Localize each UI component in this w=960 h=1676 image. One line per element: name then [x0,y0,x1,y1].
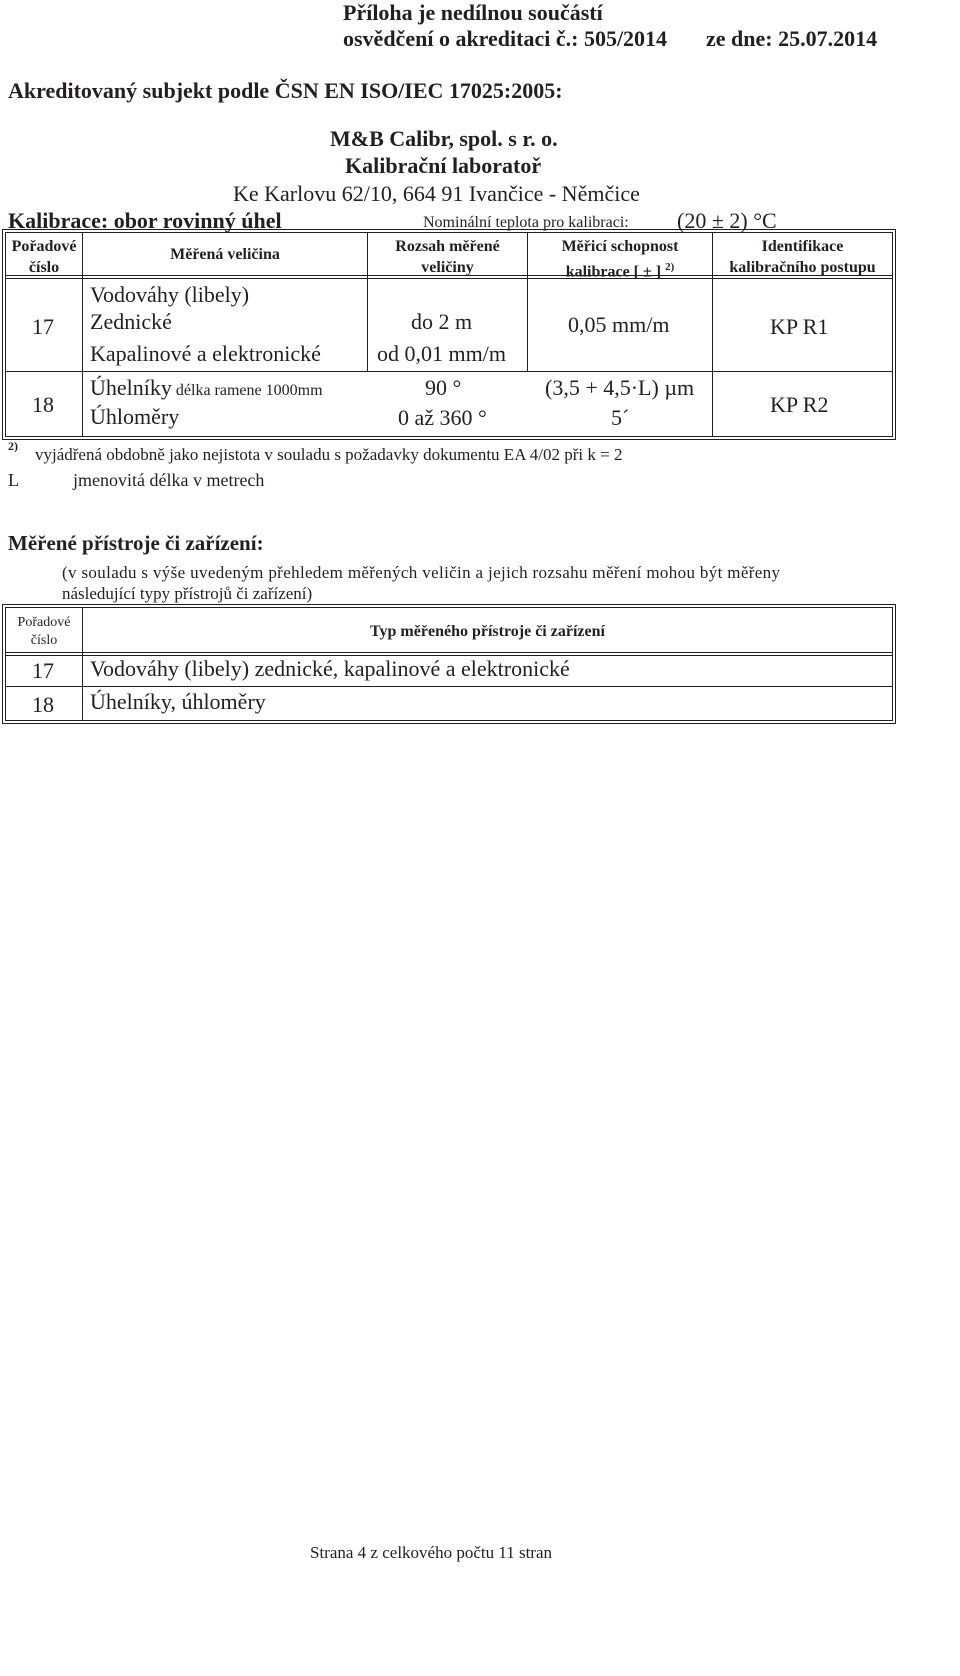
row18-quantity-1-main: Úhelníky [90,375,172,400]
footnote-2-mark: L [8,470,19,490]
footnote-1-mark: 2) [8,439,18,453]
header-c4-sup: 2) [665,261,675,273]
page-footer: Strana 4 z celkového počtu 11 stran [310,1543,553,1562]
instruments-row18-text: Úhelníky, úhloměry [90,689,266,714]
footnote-2-text: jmenovitá délka v metrech [73,470,265,490]
row-separator [6,371,892,372]
lab-name: Kalibrační laboratoř [345,153,542,178]
row17-procedure-id: KP R1 [770,314,829,339]
header-line1: Příloha je nedílnou součástí [343,0,603,25]
header-c5 [713,236,892,278]
instruments-row-separator [6,686,892,687]
header-c1-line2: číslo [28,259,60,276]
row17-range-1: do 2 m [411,309,473,334]
header-c3 [368,236,527,278]
company-name: M&B Calibr, spol. s r. o. [330,126,558,151]
temp-value: (20 ± 2) °C [677,208,777,233]
row18-procedure-id: KP R2 [770,392,829,417]
section2-note-line2: následující typy přístrojů či zařízení) [62,584,313,603]
header-c4-line2-text: kalibrace [ ± ] [565,263,662,281]
instruments-row18-number: 18 [32,692,54,717]
instruments-header-c1-line2: číslo [30,633,58,648]
header-c2: Měřená veličina [170,246,280,263]
row17-quantity-1: Vodováhy (libely) [90,282,250,307]
header-c1 [6,236,82,278]
row18-capability-2: 5´ [611,405,630,430]
header-line2-date: ze dne: 25.07.2014 [706,26,878,51]
row17-quantity-2: Zednické [90,309,172,334]
row17-capability: 0,05 mm/m [568,312,670,337]
instruments-header-c1 [6,614,82,650]
accredited-subject: Akreditovaný subjekt podle ČSN EN ISO/IEC 17025:2005: [8,78,563,103]
row18-capability-1: (3,5 + 4,5·L) µm [545,375,695,400]
row17-number: 17 [32,314,54,339]
instruments-header-c2: Typ měřeného přístroje či zařízení [370,623,605,640]
header-c4-line1: Měřicí schopnost [561,238,679,255]
instruments-row17-text: Vodováhy (libely) zednické, kapalinové a elektronické [90,656,570,681]
row17-quantity-3: Kapalinové a elektronické [90,341,321,366]
header-c5-line2: kalibračního postupu [729,259,876,276]
row17-range-2: od 0,01 mm/m [377,341,506,366]
instruments-header-c1-line1: Pořadové [17,615,71,630]
instruments-row17-number: 17 [32,658,54,683]
row18-quantity-1 [90,375,323,401]
header-line2-prefix: osvědčení o akreditaci č.: 505/2014 [343,26,668,51]
header-c3-line1: Rozsah měřené [395,238,500,255]
row18-number: 18 [32,392,54,417]
header-c5-line1: Identifikace [761,238,844,255]
lab-address: Ke Karlovu 62/10, 664 91 Ivančice - Němčice [233,181,640,206]
row18-quantity-1-small: délka ramene 1000mm [175,382,323,399]
row18-range-2: 0 až 360 ° [398,405,487,430]
row18-quantity-2: Úhloměry [90,404,180,429]
section2-title: Měřené přístroje či zařízení: [8,531,264,555]
calibration-field: Kalibrace: obor rovinný úhel [8,208,282,233]
header-c3-line2: veličiny [421,259,474,276]
header-c1-line1: Pořadové [11,238,77,255]
row18-range-1: 90 ° [425,375,462,400]
header-c4-line2 [528,257,712,282]
footnote-1-text: vyjádřená obdobně jako nejistota v souladu s požadavky dokumentu EA 4/02 při k = 2 [35,445,623,464]
header-c4 [528,236,712,282]
temp-label: Nominální teplota pro kalibraci: [423,214,629,231]
section2-note-line1: (v souladu s výše uvedeným přehledem měřených veličin a jejich rozsahu měření mohou být měřeny [62,563,781,582]
